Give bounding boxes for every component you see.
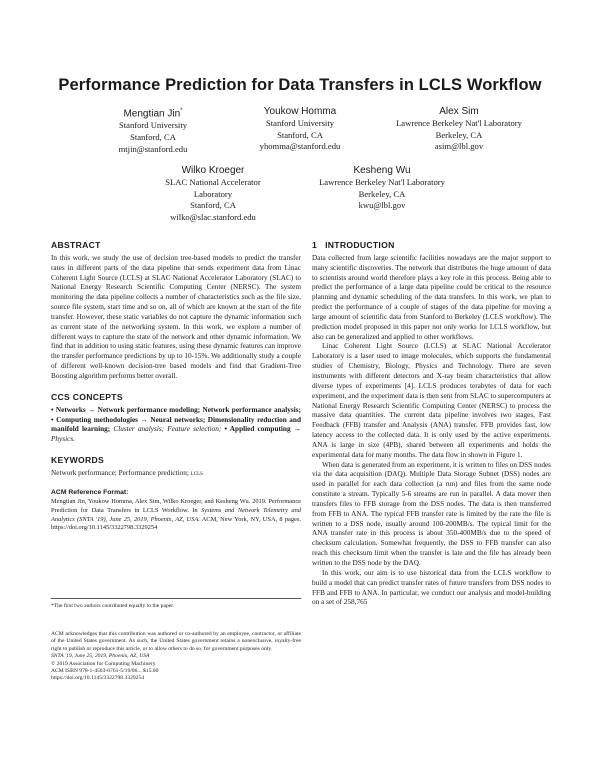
acm-reference: ACM Reference Format: Mengtian Jin, Youkow Homma, Alex Sim, Wilko Kroeger, and Kesheng Wu. 2019. Performance Prediction for Data Transfers in LCLS Workflow. In Systems and Network Telemetry and Analytics (SNTA '19), June 25, 2019, Phoenix, AZ, USA. ACM, New York, NY, USA, 8 pages. https://doi.org/10.1145/3322798.3329254	[51, 488, 302, 532]
intro-heading: 1 INTRODUCTION	[312, 240, 395, 250]
abstract-text: In this work, we study the use of decision tree-based models to predict the transfer rates in different parts of the data pipeline that sends experiment data from Linac Coherent Light Source (LCLS) at SLAC National Accelerator Laboratory (SLAC) to National Energy Research Scientific Computing Center (NERSC). The system monitoring the data pipeline collects a number of characteristics such as the file size, source file system, start time and so on, all of which are known at the start of the file transfer. However, these static variables do not capture the dynamic information such as current state of the networking system. In this work, we explore a number of different ways to capture the state of the network and other dynamic information. We find that in addition to using static features, using these dynamic features can improve the transfer performance predictions by up to 10-15%. We additionally study a couple of different well-known decision-tree based models and find that Gradient-Tree Boosting algorithm performs better overall.	[51, 253, 301, 380]
author-name: Youkow Homma	[263, 106, 337, 117]
author-name: Alex Sim	[439, 106, 479, 117]
right-column	[312, 241, 551, 608]
author-affiliation: Stanford University	[265, 118, 335, 128]
author-email: asim@lbl.gov	[434, 141, 484, 152]
ccs-heading: CCS CONCEPTS	[51, 391, 123, 402]
reference-heading: ACM Reference Format:	[51, 488, 129, 496]
abstract-heading: ABSTRACT	[51, 240, 101, 250]
author-location: Berkeley, CA	[358, 188, 406, 199]
author-name: Wilko Kroeger	[181, 165, 245, 176]
left-column	[51, 241, 301, 533]
author-email: kwu@lbl.gov	[358, 200, 406, 211]
author-footnote: *The first two authors contributed equally to the paper.	[51, 598, 301, 610]
intro-paragraph-2: Linac Coherent Light Source (LCLS) at SLAC National Accelerator Laboratory is a laser used to image molecules, which supports the fundamental studies of Chemistry, Biology, Physics and Technology. There are seven instruments with different detectors and X-ray beam characteristics that allow diverse types of experiments [4]. LCLS produces terabytes of data for each experiment, and the experiment data is then sent from SLAC to supercomputers at National Energy Research Scientific Computing Center (NERSC) to process the massive data quantities. The current data pipeline involves two stages, Fast Feedback (FFB) transfer and Analysis (ANA) transfer. FFB provides fast, low latency access to the collected data. It is only used by the active experiments. ANA is large in size (4PB), shared between all experiments and holds the experimental data for many months. The data flow in shown in Figure 1.	[312, 342, 551, 459]
author-email: wilko@slac.stanford.edu	[170, 211, 256, 222]
ccs-concepts: • Networks → Network performance modeling; Network performance analysis; • Computing methodologies → Neural networks; Dimensionality reduction and manifold learning; Cluster analysis; Feature selection; • Applied computing → Physics.	[51, 405, 302, 444]
author-email: yhomma@stanford.edu	[259, 141, 341, 152]
author-location: Stanford, CA	[190, 200, 236, 211]
author-location: Berkeley, CA	[435, 129, 483, 140]
keywords-section	[51, 456, 301, 479]
author-block-5	[298, 164, 466, 212]
copyright-footer: ACM acknowledges that this contribution was authored or co-authored by an employee, contractor, or affiliate of the United States government. As such, the United States government retains a nonexclusive, royalty-free right to publish or reproduce this article, or to allow others to do so, for government purposes only. SNTA '19, June 25, 2019, Phoenix, AZ, USA © 2019 Association for Computing Machinery. ACM ISBN 978-1-4503-6761-5/19/06... $15.00 https://doi.org/10.1145/3322798.3329254	[51, 631, 301, 682]
author-footnote-mark: *	[180, 108, 183, 114]
intro-paragraph-1: Data collected from large scientific facilities nowadays are the major support to many scientific discoveries. The network that distributes the huge amount of data to scientists around world therefore plays a key role in this process. Being able to predict the performance of a large data pipeline could be critical to the resource planning and dynamic scheduling of the data transfers. In this work, we plan to predict the performance of a couple of stages of the data pipeline for moving a large amount of scientific data from Stanford to Berkeley (LCLS workflow). The prediction model proposed in this paper not only works for LCLS workflow, but also can be generalized and applied to other workflows.	[312, 253, 551, 341]
author-block-4	[148, 164, 278, 223]
author-block-2	[225, 105, 375, 153]
author-email: mtjin@stanford.edu	[118, 143, 188, 154]
keywords-heading: KEYWORDS	[51, 455, 105, 466]
intro-paragraph-4: In this work, our aim is to use historical data from the LCLS workflow to build a model that can predict transfer rates of future transfers from DSS nodes to FFB and FFB to ANA. In particular, we conduct our analysis and model-building on a set of 258,765	[312, 568, 551, 607]
paper-title: Performance Prediction for Data Transfers in LCLS Workflow	[58, 76, 542, 94]
keywords-text: Network performance; Performance prediction; lcls	[51, 468, 203, 477]
author-location: Stanford, CA	[130, 131, 176, 142]
intro-paragraph-3: When data is generated from an experiment, it is written to files on DSS nodes via the data acquisition (DAQ). Multiple Data Storage Subnet (DSS) nodes are used in parallel for each data collection (a run) and files from the same node constitute a stream. Typically 5-6 streams are run in parallel. A data mover then transfers files to FFB storage from the DSS nodes. The data is then transferred from FFB to ANA. The typical FFB transfer rate is limited by the rate the file is written to a DSS node, usually around 100-200MB/s. The typical limit for the ANA transfer rate in this process is about 350-400MB/s due to the speed of checksum calculation. Somewhat frequently, the DSS to FFB transfer can also reach this checksum limit when the transfer is late and the file has already been written to the DSS node by the DAQ.	[312, 460, 551, 567]
author-affiliation: SLAC National Accelerator Laboratory	[165, 177, 261, 199]
author-name: Kesheng Wu	[353, 165, 411, 176]
ccs-section	[51, 393, 301, 445]
author-affiliation: Lawrence Berkeley Nat'l Laboratory	[396, 118, 522, 128]
author-affiliation: Stanford University	[118, 120, 188, 131]
author-affiliation: Lawrence Berkeley Nat'l Laboratory	[319, 177, 445, 187]
author-location: Stanford, CA	[277, 129, 323, 140]
author-block-3	[374, 105, 544, 153]
author-block-1	[78, 105, 228, 155]
author-name: Mengtian Jin	[123, 108, 181, 120]
